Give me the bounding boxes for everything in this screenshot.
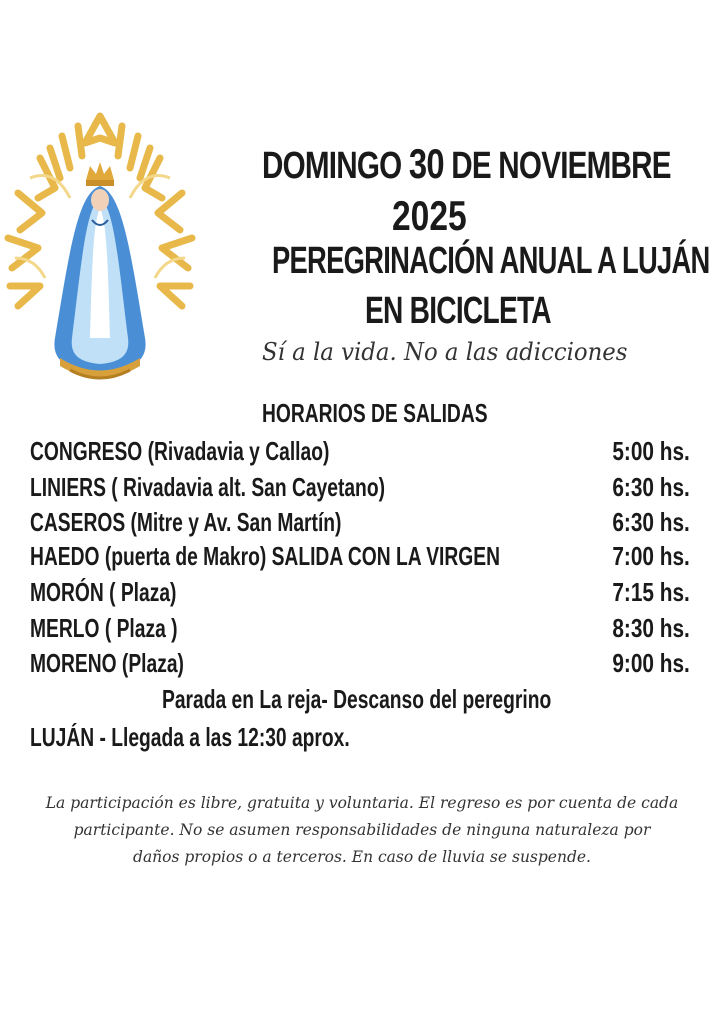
schedule-time: 6:30 hs. <box>612 507 690 537</box>
schedule-row <box>30 472 690 508</box>
schedule-time: 7:00 hs. <box>612 541 690 571</box>
event-title: PEREGRINACIÓN ANUAL A LUJÁN <box>272 240 710 282</box>
schedule-heading: HORARIOS DE SALIDAS <box>262 398 488 428</box>
schedule-row <box>30 577 690 613</box>
schedule-row <box>30 436 690 472</box>
date-prefix: DOMINGO <box>262 145 409 187</box>
disclaimer-line: participante. No se asumen responsabilidades de ninguna naturaleza por <box>73 821 651 839</box>
schedule-time: 5:00 hs. <box>612 436 690 466</box>
schedule-place: MERLO ( Plaza ) <box>30 613 178 643</box>
event-year: 2025 <box>392 192 467 239</box>
disclaimer-line: La participación es libre, gratuita y voluntaria. El regreso es por cuenta de cada <box>45 794 679 812</box>
arrival-info: LUJÁN - Llegada a las 12:30 aprox. <box>30 722 350 752</box>
slogan: Sí a la vida. No a las adicciones <box>262 338 628 366</box>
event-subtitle: EN BICICLETA <box>365 290 551 332</box>
date-month: DE NOVIEMBRE <box>443 145 671 187</box>
date-day: 30 <box>408 140 444 187</box>
schedule-place: MORÓN ( Plaza) <box>30 577 177 607</box>
schedule-place: LINIERS ( Rivadavia alt. San Cayetano) <box>30 472 385 502</box>
schedule-time: 8:30 hs. <box>612 613 690 643</box>
event-date <box>262 140 671 188</box>
schedule-place: HAEDO (puerta de Makro) SALIDA CON LA VIRGEN <box>30 541 500 571</box>
rest-stop: Parada en La reja- Descanso del peregrino <box>162 684 552 714</box>
disclaimer-line: daños propios o a terceros. En caso de lluvia se suspende. <box>133 848 591 866</box>
schedule-row <box>30 541 690 577</box>
disclaimer <box>0 790 724 871</box>
schedule-place: CASEROS (Mitre y Av. San Martín) <box>30 507 342 537</box>
schedule-place: CONGRESO (Rivadavia y Callao) <box>30 436 330 466</box>
schedule-row <box>30 507 690 543</box>
schedule-time: 7:15 hs. <box>612 577 690 607</box>
schedule-time: 6:30 hs. <box>612 472 690 502</box>
schedule-row <box>30 648 690 684</box>
schedule-place: MORENO (Plaza) <box>30 648 184 678</box>
virgin-of-lujan-icon <box>0 108 200 398</box>
schedule-time: 9:00 hs. <box>612 648 690 678</box>
schedule-row <box>30 613 690 649</box>
